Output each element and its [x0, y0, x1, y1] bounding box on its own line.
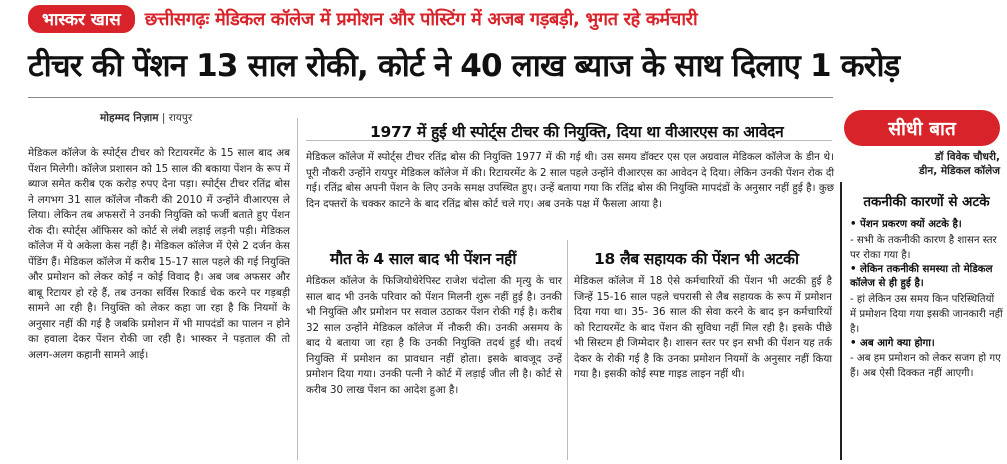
byline-author: मोहम्मद निज़ाम: [100, 112, 159, 124]
byline-separator: |: [161, 112, 169, 124]
section1-title: 1977 में हुई थी स्पोर्ट्स टीचर की नियुक्ति, दिया था वीआरएस का आवेदन: [370, 123, 784, 141]
divider-mid-columns: [567, 240, 568, 460]
left-column-text: [28, 146, 290, 363]
section2-paragraph: मेडिकल कॉलेज के फिजियोथेरेपिस्ट राजेश चंदोला की मृत्यु के चार साल बाद भी उनके परिवार को पेंशन मिलनी शुरू नहीं हुई है। उनकी भी नियुक्ति और प्रमोशन पर सवाल उठाकर पेंशन रोकी गई है। करीब 32 साल उन्होंने मेडिकल कॉलेज में नौकरी की। उनकी असमय के बाद ये बताया जा रहा है कि उनकी नियुक्ति तदर्थ हुई थी। तदर्थ नियुक्ति में प्रमोशन का प्रावधान नहीं होता। इसके बावजूद उन्हें प्रमोशन दिया गया। उनकी पत्नी ने कोर्ट में लड़ाई जीत ली है। कोर्ट से करीब 30 लाख पेंशन का आदेश हुआ है।: [306, 275, 562, 396]
sidebar-question: • पेंशन प्रकरण क्यों अटके है।: [850, 219, 962, 230]
sidebar-author-name: डॉ विवेक चौधरी,: [935, 151, 1000, 163]
byline-place: रायपुर: [168, 112, 193, 124]
sidebar-author: [840, 150, 1000, 178]
divider-under-headline: [28, 97, 833, 98]
kicker-row: [28, 4, 1003, 34]
headline: टीचर की पेंशन 13 साल रोकी, कोर्ट ने 40 लाख ब्याज के साथ दिलाए 1 करोड़: [28, 48, 900, 84]
divider-left-column: [297, 118, 298, 460]
sidebar-interview: [840, 110, 1003, 460]
sidebar-question: • लेकिन तकनीकी समस्या तो मेडिकल कॉलेज से ही हुई है।: [850, 263, 993, 289]
section2-body: [306, 274, 562, 398]
section1-paragraph: मेडिकल कॉलेज में स्पोर्ट्स टीचर रतिंद्र बोस की नियुक्ति 1977 में की गई थी। उस समय डॉक्टर एस एल अग्रवाल मेडिकल कॉलेज के डीन थे। पूरी नौकरी उन्होंने रायपुर मेडिकल कॉलेज में की। रिटायरमेंट के 2 साल पहले उन्होंने वीआरएस का आवेदन दे दिया। लेकिन उनकी पेंशन रोक दी गई। रतिंद्र बोस अपनी पेंशन के लिए उनके समक्ष उपस्थित हुए। उन्हें बताया गया कि रतिंद्र बोस की नियुक्ति मापदंडों के अनुसार नहीं हुई है। कुछ दिन दफ्तरों के चक्कर काटने के बाद रतिंद्र बोस कोर्ट चले गए। अब उनके पक्ष में फैसला आया है।: [306, 151, 834, 210]
sidebar-badge: सीधी बात: [844, 110, 1000, 146]
kicker-badge: भास्कर खास: [28, 5, 135, 33]
section1-body: [306, 150, 834, 212]
sidebar-question: • अब आगे क्या होगा।: [850, 337, 935, 349]
section3-paragraph: मेडिकल कॉलेज में 18 ऐसे कर्मचारियों की पेंशन भी अटकी हुई है जिन्हें 15-16 साल पहले चपरासी से लैब सहायक के रूप में प्रमोशन दिया गया था। 35- 36 साल की सेवा करने के बाद इन कर्मचारियों को रिटायरमेंट के बाद पेंशन की सुविधा नहीं मिल रही है। इसके पीछे भी सिस्टम ही जिम्मेदार है। शासन स्तर पर इन सभी की पेंशन यह तर्क देकर के रोकी गई है कि उनका प्रमोशन नियमों के अनुसार नहीं किया गया है। इसकी कोई स्पष्ट गाइड लाइन नहीं थी।: [574, 275, 832, 380]
section2-title: मौत के 4 साल बाद भी पेंशन नहीं: [330, 250, 517, 268]
sidebar-author-title: डीन, मेडिकल कॉलेज: [919, 165, 1000, 177]
byline: [100, 111, 300, 125]
section3-title: 18 लैब सहायक की पेंशन भी अटकी: [594, 250, 799, 268]
left-column-paragraph: मेडिकल कॉलेज के स्पोर्ट्स टीचर को रिटायरमेंट के 15 साल बाद अब पेंशन मिलेगी। कॉलेज प्रशासन को 15 साल की बकाया पेंशन के रूप में ब्याज समेत करीब एक करोड़ रुपए देना पड़ा। स्पोर्ट्स टीचर रतिंद्र बोस ने लगभग 31 साल कॉलेज नौकरी की 2010 में उन्होंने वीआरएस ले लिया। लेकिन तब अफसरों ने उनकी नियुक्ति को फर्जी बताते हुए पेंशन रोक दी। स्पोर्ट्स ऑफिसर को कोर्ट से लंबी लड़ाई लड़नी पड़ी। मेडिकल कॉलेज में ये अकेला केस नहीं है। मेडिकल कॉलेज में ऐसे 2 दर्जन केस पेंडिंग हैं। मेडिकल कॉलेज में करीब 15-17 साल पहले की गई नियुक्ति और प्रमोशन को लेकर कोई न कोई विवाद है। अब जब अफसर और बाबू रिटायर हो रहे हैं, तब उनका सर्विस रिकार्ड चेक करने पर गड़बड़ी सामने आ रही है। नियुक्ति को लेकर कहा जा रहा है कि नियमों के अनुसार नहीं की गई है जबकि प्रमोशन में भी मापदंडों का पालन न होने का हवाला देकर पेंशन रोकी जा रही है। भास्कर ने पड़ताल की तो अलग-अलग कहानी सामने आई।: [28, 147, 290, 361]
section3-body: [574, 274, 832, 383]
sidebar-heading: तकनीकी कारणों से अटके: [863, 194, 990, 210]
sidebar-answer: - सभी के तकनीकी कारण है शासन स्तर पर रोका गया है।: [850, 234, 997, 261]
kicker-text: छत्तीसगढ़ः मेडिकल कॉलेज में प्रमोशन और पोस्टिंग में अजब गड़बड़ी, भुगत रहे कर्मचारी: [144, 9, 698, 30]
sidebar-box: [840, 182, 1003, 460]
sidebar-answer: - अब हम प्रमोशन को लेकर सजग हो गए हैं। अब ऐसी दिक्कत नहीं आएगी।: [850, 353, 1001, 379]
sidebar-answer: - हां लेकिन उस समय किन परिस्थितियों में प्रमोशन दिया गया इसकी जानकारी नहीं है।: [850, 293, 1003, 335]
